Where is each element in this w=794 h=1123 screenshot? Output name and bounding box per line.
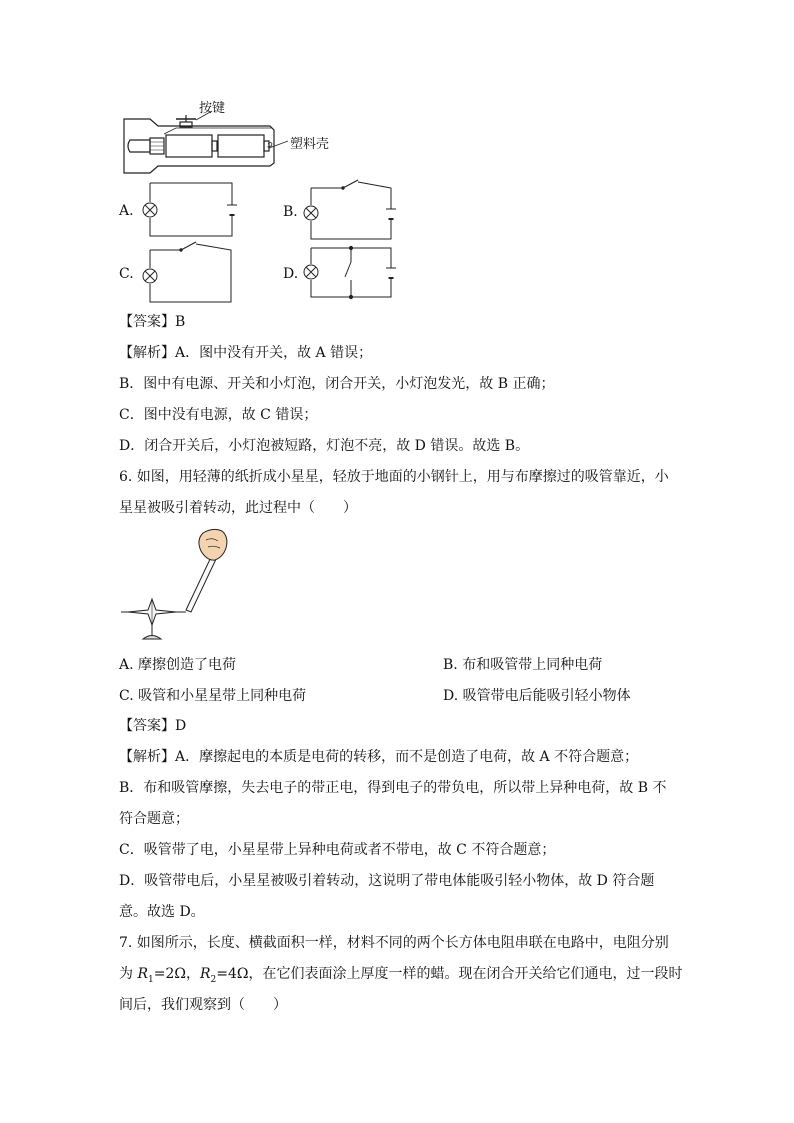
q7-stem: 7. 如图所示，长度、横截面积一样，材料不同的两个长方体电阻串联在电路中，电阻分别 [119, 935, 669, 951]
q7-prefix: 为 [119, 966, 138, 982]
straw-icon [186, 555, 217, 612]
button-label: 按键 [199, 101, 226, 116]
r1-value: =2Ω， [153, 966, 200, 982]
q6-stem: 星星被吸引着转动，此过程中（ ） [119, 500, 357, 516]
r2-symbol: R [199, 966, 211, 982]
q7-stem-line2 [119, 965, 683, 989]
option-b-label: B. [283, 204, 298, 220]
option-a-label: A. [119, 203, 134, 219]
q6-option-a: A. 摩擦创造了电荷 [119, 657, 237, 673]
q6-option-b: B. 布和吸管带上同种电荷 [443, 657, 603, 673]
plastic-shell-label: 塑料壳 [290, 137, 330, 152]
q5-answer: 【答案】B [119, 314, 186, 330]
q6-answer: 【答案】D [119, 718, 187, 734]
q5-analysis-line: 【解析】A．图中没有开关，故 A 错误； [119, 345, 373, 361]
q6-analysis-line: B．布和吸管摩擦，失去电子的带正电，得到电子的带负电，所以带上异种电荷，故 B 不 [119, 780, 667, 796]
q7-stem: 间后，我们观察到（ ） [119, 997, 287, 1013]
q5-analysis-line: B．图中有电源、开关和小灯泡，闭合开关，小灯泡发光，故 B 正确； [119, 376, 555, 392]
q6-analysis-line: 意。故选 D。 [119, 904, 205, 920]
option-d-label: D. [283, 266, 299, 282]
q6-stem: 6. 如图，用轻薄的纸折成小星星，轻放于地面的小钢针上，用与布摩擦过的吸管靠近，小 [119, 469, 669, 485]
r2-subscript: 2 [210, 974, 217, 985]
q6-option-d: D. 吸管带电后能吸引轻小物体 [443, 688, 631, 704]
q7-line2-suffix: 在它们表面涂上厚度一样的蜡。现在闭合开关给它们通电，过一段时 [262, 966, 683, 982]
q6-analysis-line: 【解析】A．摩擦起电的本质是电荷的转移，而不是创造了电荷，故 A 不符合题意； [119, 749, 639, 765]
q5-analysis-line: D．闭合开关后，小灯泡被短路，灯泡不亮，故 D 错误。故选 B。 [119, 438, 530, 454]
q5-analysis-line: C．图中没有电源，故 C 错误； [119, 407, 318, 423]
hand-icon [199, 529, 227, 560]
q6-analysis-line: C．吸管带了电，小星星带上异种电荷或者不带电，故 C 不符合题意； [119, 842, 556, 858]
option-c-label: C. [119, 266, 134, 282]
r2-value: =4Ω， [216, 966, 263, 982]
q6-option-c: C. 吸管和小星星带上同种电荷 [119, 688, 307, 704]
r1-symbol: R [137, 966, 148, 982]
q6-analysis-line: 符合题意； [119, 811, 189, 827]
r1-subscript: 1 [148, 974, 154, 985]
q6-analysis-line: D．吸管带电后，小星星被吸引着转动，这说明了带电体能吸引轻小物体，故 D 符合题 [119, 873, 655, 889]
